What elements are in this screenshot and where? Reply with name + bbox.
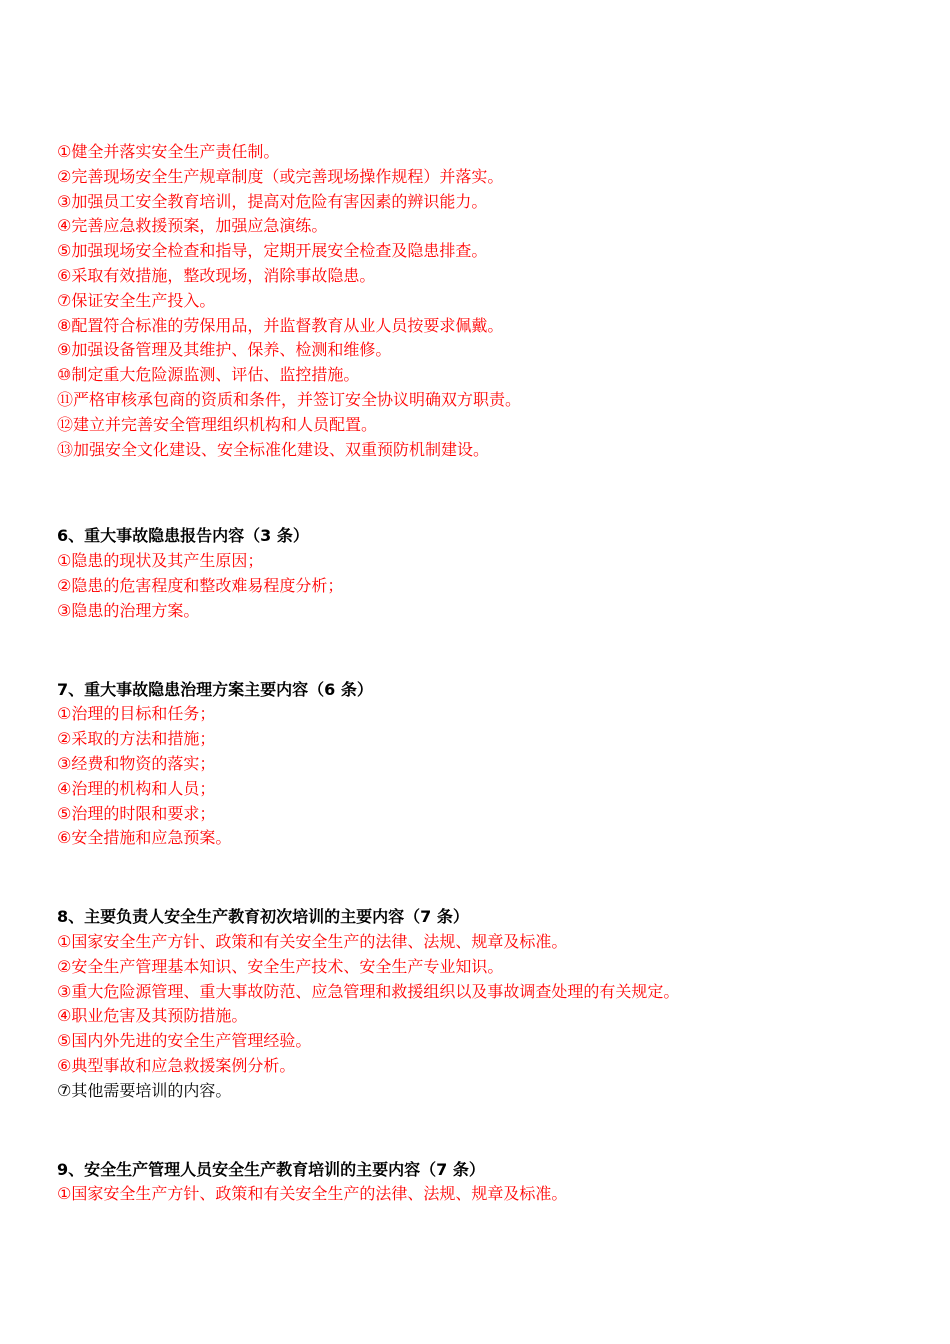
section-spacer	[57, 624, 917, 678]
list-item: ④完善应急救援预案，加强应急演练。	[57, 216, 328, 236]
list-item: ③隐患的治理方案。	[57, 600, 200, 620]
list-item: ⑧配置符合标准的劳保用品，并监督教育从业人员按要求佩戴。	[57, 315, 504, 335]
list-item: ②采取的方法和措施；	[57, 729, 216, 749]
section-7	[57, 678, 917, 852]
list-item: ③重大危险源管理、重大事故防范、应急管理和救援组织以及事故调查处理的有关规定。	[57, 981, 680, 1001]
list-item: ⑦其他需要培训的内容。	[57, 1080, 232, 1100]
section-heading: 7、重大事故隐患治理方案主要内容（6 条）	[57, 679, 373, 699]
list-item: ①健全并落实安全生产责任制。	[57, 142, 280, 161]
list-item: ⑤加强现场安全检查和指导，定期开展安全检查及隐患排查。	[57, 241, 488, 261]
list-item: ⑥采取有效措施，整改现场，消除事故隐患。	[57, 265, 376, 285]
list-item: ①隐患的现状及其产生原因；	[57, 551, 264, 571]
section-5-list	[57, 140, 917, 462]
list-item: ①国家安全生产方针、政策和有关安全生产的法律、法规、规章及标准。	[57, 931, 568, 951]
document-page	[57, 140, 917, 1207]
list-item: ⑤国内外先进的安全生产管理经验。	[57, 1031, 312, 1051]
list-item: ⑥典型事故和应急救援案例分析。	[57, 1055, 296, 1075]
list-item: ⑦保证安全生产投入。	[57, 290, 216, 310]
list-item: ②安全生产管理基本知识、安全生产技术、安全生产专业知识。	[57, 956, 504, 976]
list-item: ③加强员工安全教育培训，提高对危险有害因素的辨识能力。	[57, 191, 488, 211]
section-spacer	[57, 1104, 917, 1158]
list-item: ②隐患的危害程度和整改难易程度分析；	[57, 575, 344, 595]
list-item: ⑬加强安全文化建设、安全标准化建设、双重预防机制建设。	[57, 439, 490, 459]
list-item: ⑩制定重大危险源监测、评估、监控措施。	[57, 365, 360, 385]
list-item: ⑤治理的时限和要求；	[57, 803, 216, 823]
list-item: ④治理的机构和人员；	[57, 778, 216, 798]
section-9	[57, 1158, 917, 1208]
list-item: ②完善现场安全生产规章制度（或完善现场操作规程）并落实。	[57, 166, 504, 186]
list-item: ①治理的目标和任务；	[57, 704, 216, 724]
section-spacer	[57, 462, 917, 524]
section-heading: 8、主要负责人安全生产教育初次培训的主要内容（7 条）	[57, 907, 469, 927]
list-item: ①国家安全生产方针、政策和有关安全生产的法律、法规、规章及标准。	[57, 1184, 568, 1204]
list-item: ⑪严格审核承包商的资质和条件，并签订安全协议明确双方职责。	[57, 389, 522, 409]
section-heading: 9、安全生产管理人员安全生产教育培训的主要内容（7 条）	[57, 1159, 485, 1179]
section-spacer	[57, 851, 917, 905]
section-8	[57, 905, 917, 1103]
list-item: ⑨加强设备管理及其维护、保养、检测和维修。	[57, 340, 392, 360]
list-item: ⑫建立并完善安全管理组织机构和人员配置。	[57, 414, 378, 434]
list-item: ⑥安全措施和应急预案。	[57, 828, 232, 848]
list-item: ④职业危害及其预防措施。	[57, 1006, 248, 1026]
section-6	[57, 524, 917, 623]
section-heading: 6、重大事故隐患报告内容（3 条）	[57, 526, 309, 546]
list-item: ③经费和物资的落实；	[57, 753, 216, 773]
